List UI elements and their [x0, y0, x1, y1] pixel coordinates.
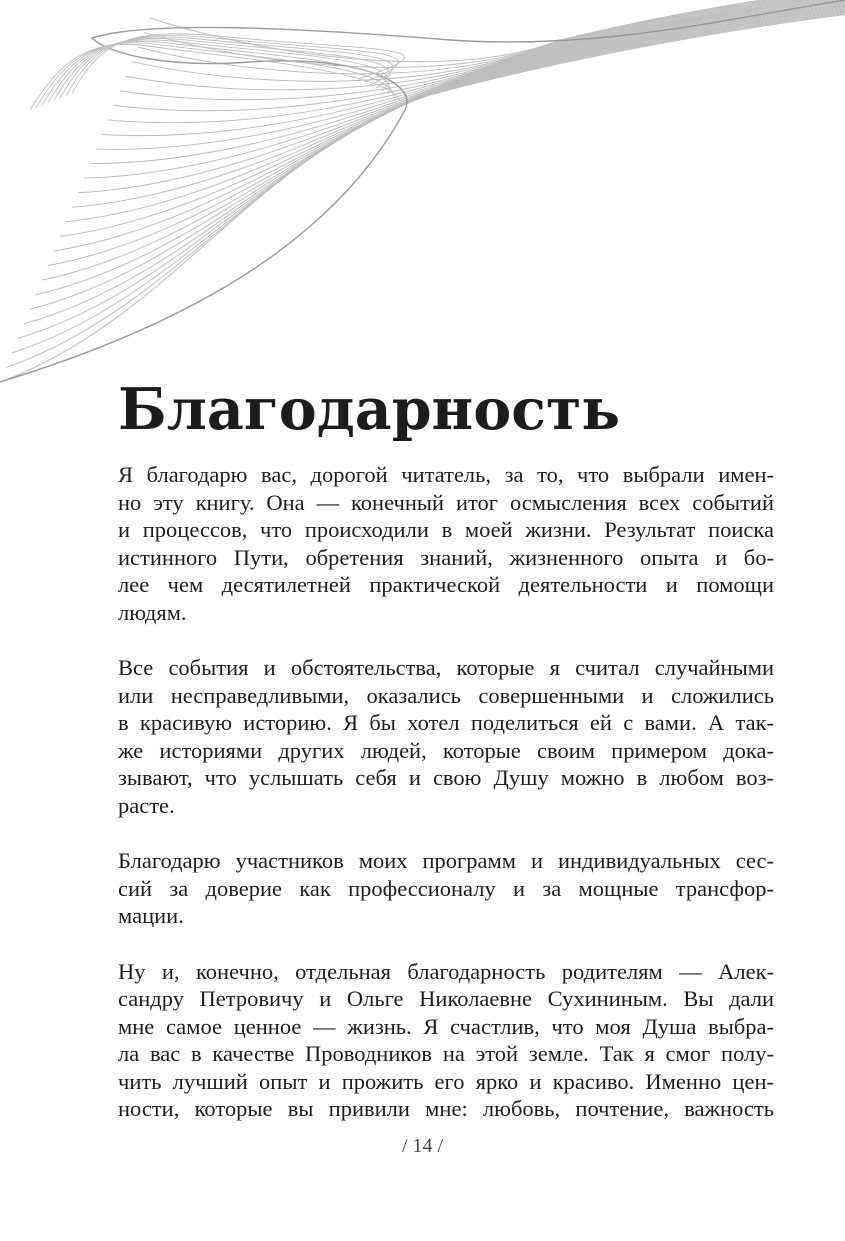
text-line: зывают, что услышать себя и свою Душу можно в любом воз- — [118, 765, 774, 790]
wave-line — [60, 4, 845, 237]
text-line: и процессов, что происходили в моей жизни. Результат поиска — [118, 517, 774, 542]
text-line: истинного Пути, обретения знаний, жизненного опыта и бо- — [118, 544, 774, 570]
text-line: Я благодарю вас, дорогой читатель, за то, что выбрали имен- — [118, 462, 774, 487]
wave-edge-line — [0, 0, 845, 382]
text-line: в красивую историю. Я бы хотел поделиться ей с вами. А так- — [118, 710, 774, 735]
wave-loop-line — [54, 38, 389, 100]
paragraph-1 — [118, 461, 774, 626]
text-line: лее чем десятилетней практической деятельности и помощи — [118, 572, 774, 597]
text-line: Все события и обстоятельства, которые я считал случайными — [118, 655, 774, 680]
text-line: Ну и, конечно, отдельная благодарность родителям — Алек- — [118, 958, 774, 984]
wave-line — [36, 8, 845, 295]
text-line: расте. — [118, 792, 175, 818]
text-line: мне самое ценное — жизнь. Я счастлив, что моя Душа выбра- — [118, 1013, 774, 1039]
wave-line — [18, 11, 845, 338]
text-line: же историями других людей, которые своим примером дока- — [118, 737, 774, 763]
body-text — [118, 461, 774, 1151]
wave-line — [0, 14, 845, 382]
wave-line — [6, 13, 845, 367]
decorative-wave-lines — [0, 0, 845, 400]
page-number: / 14 / — [401, 1135, 444, 1157]
text-line: или несправедливыми, оказались совершенными и сложились — [118, 682, 774, 708]
paragraph-2 — [118, 654, 774, 819]
text-line: сий за доверие как профессионалу и за мощные трансфор- — [118, 875, 774, 901]
wave-line — [30, 9, 845, 309]
wave-line — [54, 5, 845, 251]
text-line: ности, которые вы привили мне: любовь, почтение, важность — [118, 1096, 774, 1121]
text-line: людям. — [118, 599, 187, 625]
text-line: но эту книгу. Она — конечный итог осмысления всех событий — [118, 489, 774, 515]
text-line: чить лучший опыт и прожить его ярко и красиво. Именно цен- — [118, 1068, 774, 1094]
text-line: мации. — [118, 903, 184, 928]
page-title: Благодарность — [118, 376, 621, 443]
paragraph-3 — [118, 847, 774, 930]
text-line: сандру Петровичу и Ольге Николаевне Сухининым. Вы дали — [118, 986, 774, 1011]
text-line: ла вас в качестве Проводников на этой земле. Так я смог полу- — [118, 1041, 774, 1066]
paragraph-4 — [118, 958, 774, 1123]
text-line: Благодарю участников моих программ и индивидуальных сес- — [118, 848, 774, 873]
wave-loop-line — [48, 40, 388, 103]
